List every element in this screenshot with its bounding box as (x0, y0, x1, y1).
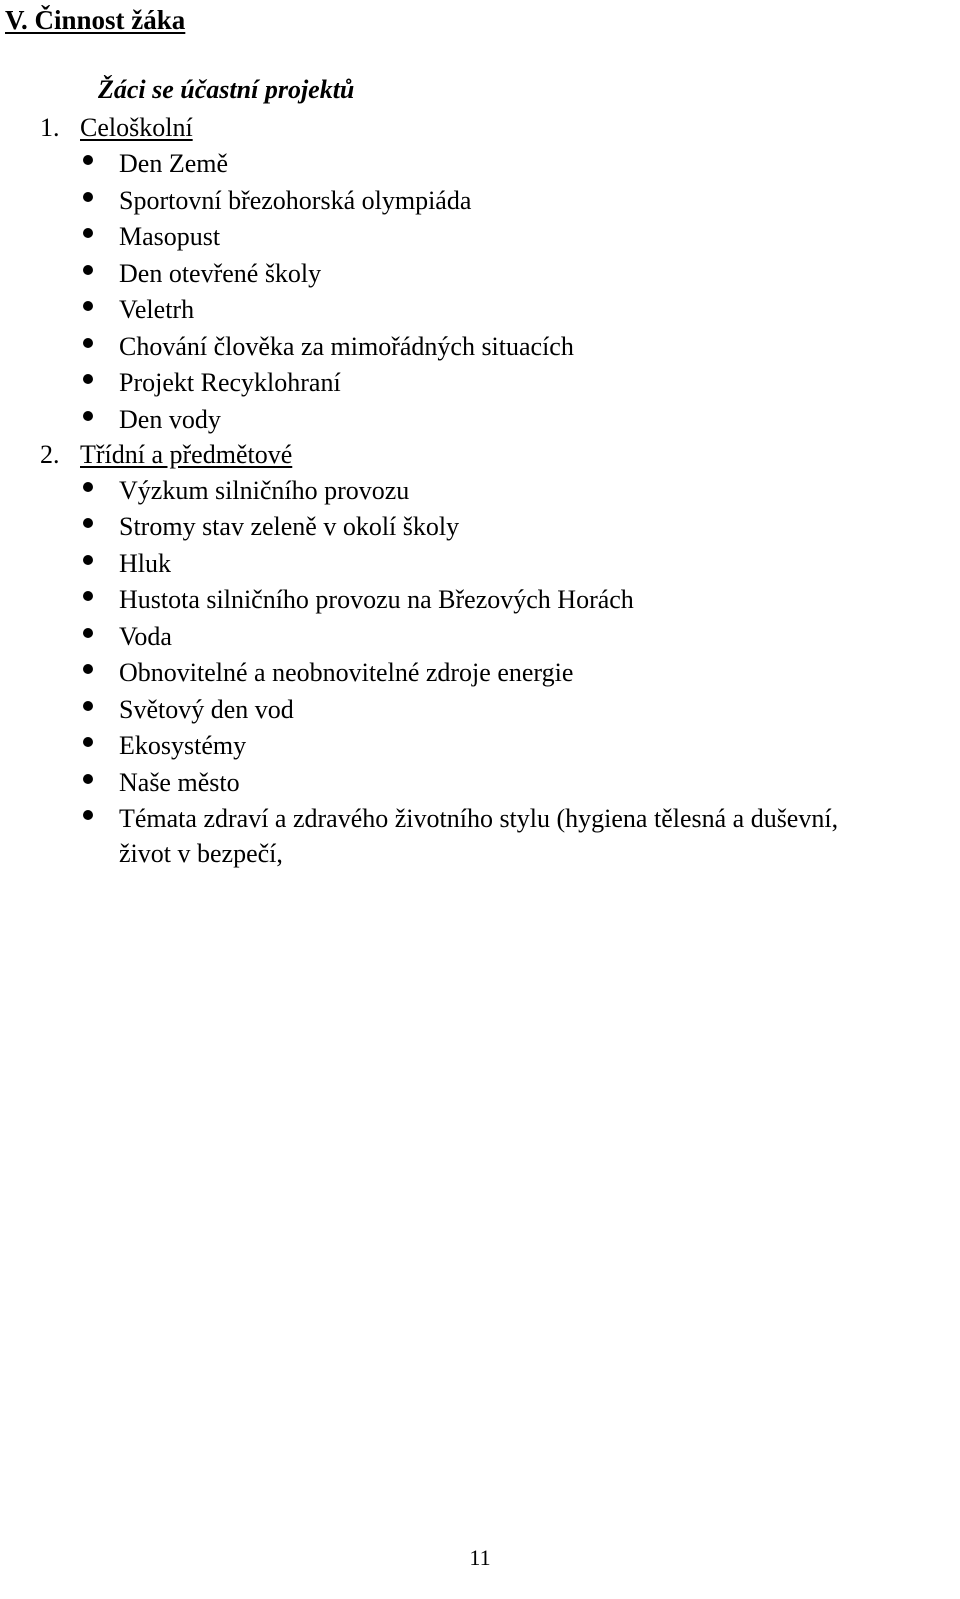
list-item: Témata zdraví a zdravého životního stylu (hygiena tělesná a duševní, (119, 804, 839, 833)
list-item: Naše město (119, 768, 240, 797)
section-label: Celoškolní (80, 113, 193, 142)
list-item: Den Země (119, 149, 229, 178)
bullet-icon (83, 774, 93, 784)
list-item: Voda (119, 622, 172, 651)
list-item: Veletrh (119, 295, 195, 324)
list-item: Projekt Recyklohraní (119, 368, 341, 397)
list-item: Ekosystémy (119, 731, 247, 760)
list-item: Hluk (119, 549, 171, 578)
list-item: Masopust (119, 222, 221, 251)
page-heading: V. Činnost žáka (5, 5, 186, 35)
list-item: Chování člověka za mimořádných situacích (119, 332, 574, 361)
bullet-icon (83, 338, 93, 348)
list-item: Obnovitelné a neobnovitelné zdroje energie (119, 658, 574, 687)
list-item: Den vody (119, 405, 221, 434)
bullet-icon (83, 591, 93, 601)
list-item: Den otevřené školy (119, 259, 322, 288)
bullet-icon (83, 265, 93, 275)
list-item: Výzkum silničního provozu (119, 476, 410, 505)
bullet-icon (83, 518, 93, 528)
bullet-icon (83, 701, 93, 711)
bullet-icon (83, 737, 93, 747)
section-label: Třídní a předmětové (80, 440, 293, 469)
list-item: Hustota silničního provozu na Březových Horách (119, 585, 634, 614)
bullet-icon (83, 228, 93, 238)
page-number: 11 (469, 1545, 491, 1570)
section-number: 1. (40, 113, 60, 142)
bullet-icon (83, 555, 93, 565)
bullet-icon (83, 628, 93, 638)
list-item: Světový den vod (119, 695, 294, 724)
bullet-icon (83, 411, 93, 421)
intro-text: Žáci se účastní projektů (98, 75, 355, 104)
bullet-icon (83, 810, 93, 820)
section-number: 2. (40, 440, 60, 469)
list-item: Stromy stav zeleně v okolí školy (119, 512, 460, 541)
list-item-continuation: život v bezpečí, (119, 839, 283, 868)
bullet-icon (83, 192, 93, 202)
bullet-icon (83, 374, 93, 384)
bullet-icon (83, 664, 93, 674)
list-item: Sportovní březohorská olympiáda (119, 186, 472, 215)
bullet-icon (83, 301, 93, 311)
bullet-icon (83, 482, 93, 492)
bullet-icon (83, 155, 93, 165)
